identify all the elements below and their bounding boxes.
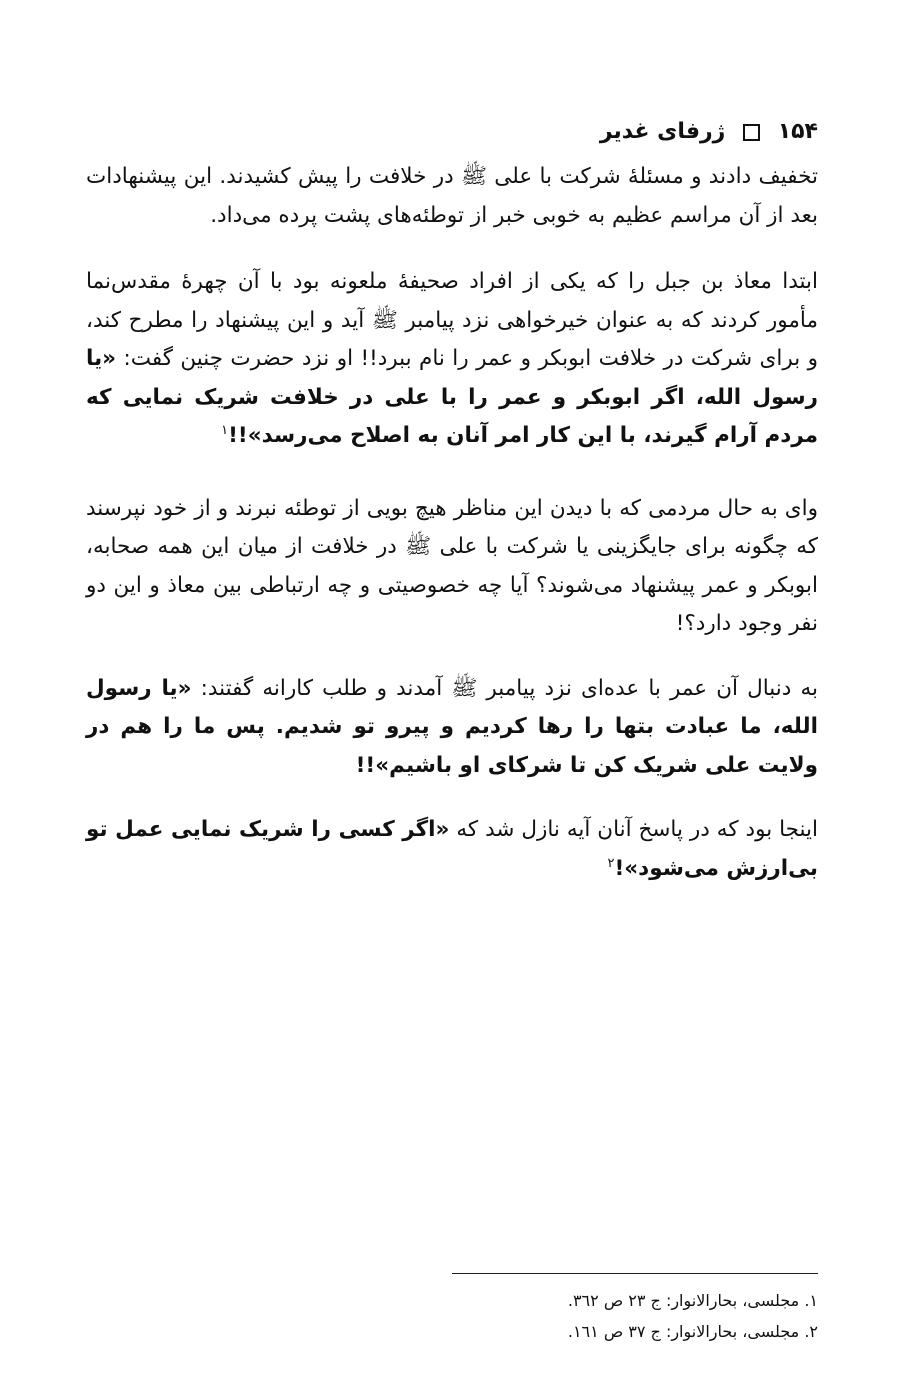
paragraph-4 bbox=[86, 670, 818, 786]
page-body bbox=[86, 112, 818, 888]
book-title: ژرفای غدیر bbox=[599, 119, 726, 144]
paragraph-4-quote: «یا رسول الله، ما عبادت بتها را رها کردیم و پیرو تو شدیم. پس ما را هم در ولایت علی شریک کن تا شرکای او باشیم»!! bbox=[86, 675, 818, 778]
footnote-1: ۱. مجلسی، بحارالانوار: ج ۲۳ ص ۳٦۲. bbox=[567, 1291, 818, 1310]
paragraph-4-text: به دنبال آن عمر با عده‌ای نزد پیامبر ﷺ آمدند و طلب کارانه گفتند: bbox=[191, 675, 818, 701]
footnote-2: ۲. مجلسی، بحارالانوار: ج ۳۷ ص ۱٦۱. bbox=[567, 1322, 818, 1341]
footnotes bbox=[86, 1285, 818, 1347]
paragraph-3: وای به حال مردمی که با دیدن این مناظر هیچ بویی از توطئه نبرند و از خود نپرسند که چگونه برای جایگزینی یا شرکت با علی ﷺ در خلافت از میان این همه صحابه، ابوبکر و عمر پیشنهاد می‌شوند؟ آیا چه خصوصیتی و چه ارتباطی بین معاذ و این دو نفر وجود دارد؟! bbox=[86, 495, 818, 636]
page-number: ۱۵۴ bbox=[777, 119, 818, 144]
paragraph-2-quote: «یا رسول الله، اگر ابوبکر و عمر را با علی در خلافت شریک نمایی که مردم آرام گیرند، با این کار امر آنان به اصلاح می‌رسد»!! bbox=[86, 346, 818, 448]
paragraph-1: تخفیف دادند و مسئلهٔ شرکت با علی ﷺ در خلافت را پیش کشیدند. این پیشنهادات بعد از آن مراسم عظیم به خوبی خبر از توطئه‌های پشت پرده می‌داد. bbox=[86, 164, 818, 228]
running-header bbox=[86, 112, 818, 152]
footnote-separator bbox=[452, 1273, 818, 1274]
paragraph-5 bbox=[86, 811, 818, 888]
paragraph-2-text: ابتدا معاذ بن جبل را که یکی از افراد صحیفهٔ ملعونه بود با آن چهرهٔ مقدس‌نما مأمور کردند که به عنوان خیرخواهی نزد پیامبر ﷺ آید و این پیشنهاد را مطرح کند، و برای شرکت در خلافت ابوبکر و عمر را نام ببرد!! او نزد حضرت چنین گفت: bbox=[86, 269, 818, 371]
footnote-ref-2: ۲ bbox=[607, 855, 615, 871]
square-separator-icon bbox=[743, 124, 760, 141]
footnote-ref-1: ۱ bbox=[221, 422, 229, 438]
paragraph-2 bbox=[86, 263, 818, 456]
paragraph-5-quote: «اگر کسی را شریک نمایی عمل تو بی‌ارزش می‌شود»! bbox=[86, 817, 818, 881]
paragraph-5-text: اینجا بود که در پاسخ آنان آیه نازل شد که bbox=[449, 817, 818, 842]
